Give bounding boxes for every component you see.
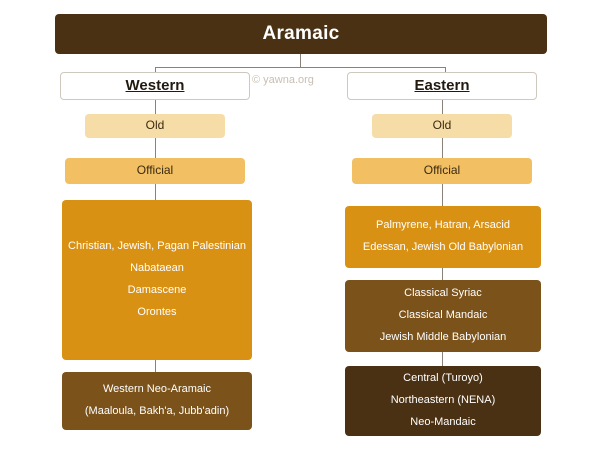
node-eastern-header: [347, 72, 537, 100]
root-label: Aramaic: [262, 23, 340, 45]
eastern-classical-line-2: Classical Mandaic: [398, 309, 488, 322]
node-eastern-neo: [345, 366, 541, 436]
connector-west-old: [155, 100, 156, 114]
connector-east-neo: [442, 352, 443, 366]
western-neo-line-2: (Maaloula, Bakh'a, Jubb'adin): [84, 405, 230, 417]
eastern-official-label: Official: [423, 163, 461, 178]
node-western-neo: [62, 372, 252, 430]
connector-west-main: [155, 184, 156, 200]
western-middle-line-4: Orontes: [137, 305, 177, 318]
node-eastern-official: [352, 158, 532, 184]
watermark-text: © yawna.org: [252, 74, 314, 86]
connector-west-official: [155, 138, 156, 158]
eastern-neo-line-3: Neo-Mandaic: [410, 415, 476, 428]
node-eastern-classical: [345, 280, 541, 352]
eastern-old-label: Old: [432, 118, 452, 133]
western-old-label: Old: [145, 118, 165, 133]
connector-root-down: [300, 54, 301, 68]
connector-east-classical: [442, 268, 443, 280]
node-aramaic-root: [55, 14, 547, 54]
eastern-middle-line-1: Palmyrene, Hatran, Arsacid: [376, 219, 510, 232]
connector-east-old: [442, 100, 443, 114]
western-neo-line-1: Western Neo-Aramaic: [103, 383, 211, 396]
eastern-header-label: Eastern: [414, 77, 470, 95]
node-western-middle: [62, 200, 252, 360]
node-western-official: [65, 158, 245, 184]
connector-west-neo: [155, 360, 156, 372]
western-header-label: Western: [125, 77, 185, 95]
eastern-neo-line-2: Northeastern (NENA): [390, 394, 496, 407]
node-eastern-old: [372, 114, 512, 138]
western-middle-line-1: Christian, Jewish, Pagan Palestinian: [68, 240, 246, 253]
connector-root-split: [155, 67, 446, 68]
eastern-classical-line-1: Classical Syriac: [404, 287, 482, 300]
western-middle-line-2: Nabataean: [130, 262, 184, 275]
connector-east-middle: [442, 184, 443, 206]
eastern-middle-line-2: Edessan, Jewish Old Babylonian: [362, 241, 524, 253]
eastern-classical-line-3: Jewish Middle Babylonian: [379, 330, 507, 343]
connector-east-official: [442, 138, 443, 158]
western-middle-line-3: Damascene: [127, 284, 187, 296]
node-western-header: [60, 72, 250, 100]
node-eastern-middle: [345, 206, 541, 268]
node-western-old: [85, 114, 225, 138]
eastern-neo-line-1: Central (Turoyo): [403, 372, 483, 385]
western-official-label: Official: [136, 163, 174, 178]
